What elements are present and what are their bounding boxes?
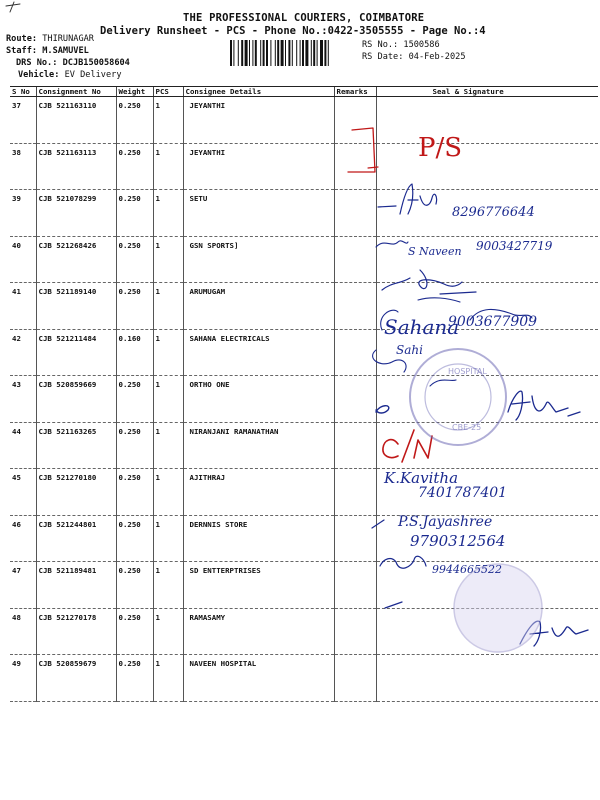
cell-consignee: NAVEEN HOSPITAL: [183, 655, 334, 702]
cell-sno: 44: [10, 422, 36, 469]
cell-remarks: [334, 376, 376, 423]
cell-consignee: GSN SPORTS]: [183, 236, 334, 283]
row40-name-text: S Naveen: [408, 245, 462, 258]
col-weight: Weight: [116, 87, 153, 97]
col-pcs: PCS: [153, 87, 183, 97]
cell-remarks: [334, 469, 376, 516]
cell-sno: 43: [10, 376, 36, 423]
cell-consignment: CJB 520859679: [36, 655, 116, 702]
staff-field: [6, 46, 89, 56]
cell-weight: 0.250: [116, 655, 153, 702]
barcode-image: [230, 40, 355, 66]
cell-pcs: 1: [153, 236, 183, 283]
runsheet-subtitle: Delivery Runsheet - PCS - Phone No.:0422-3505555 - Page No.:4: [100, 25, 486, 37]
barcode-bar: [238, 40, 239, 66]
cell-weight: 0.250: [116, 608, 153, 655]
rs-no-field: [362, 40, 440, 50]
rs-date-field: [362, 52, 466, 62]
row46-phone-text: 7401787401: [418, 485, 508, 501]
cell-consignment: CJB 521078299: [36, 190, 116, 237]
barcode-bar: [277, 40, 279, 66]
cell-signature: [376, 190, 598, 237]
cell-signature: [376, 562, 598, 609]
cell-consignment: CJB 521189140: [36, 283, 116, 330]
barcode-bar: [241, 40, 243, 66]
cell-consignment: CJB 521211484: [36, 329, 116, 376]
cell-signature: [376, 655, 598, 702]
table-row: [10, 515, 598, 562]
cell-pcs: 1: [153, 329, 183, 376]
cell-remarks: [334, 329, 376, 376]
table-row: [10, 236, 598, 283]
cell-pcs: 1: [153, 422, 183, 469]
cell-weight: 0.250: [116, 562, 153, 609]
cell-remarks: [334, 283, 376, 330]
vehicle-field: [18, 70, 122, 80]
barcode-bar: [233, 40, 234, 66]
cell-remarks: [334, 515, 376, 562]
cell-consignment: CJB 521270180: [36, 469, 116, 516]
cell-consignee: SAHANA ELECTRICALS: [183, 329, 334, 376]
cell-weight: 0.250: [116, 97, 153, 144]
barcode-bar: [255, 40, 257, 66]
rs-no-label: RS No.:: [362, 40, 399, 50]
barcode-bar: [249, 40, 250, 66]
cell-pcs: 1: [153, 376, 183, 423]
cell-consignee: DERNNIS STORE: [183, 515, 334, 562]
runsheet-table: [10, 86, 598, 702]
cell-weight: 0.250: [116, 143, 153, 190]
barcode-bar: [281, 40, 284, 66]
barcode-bar: [263, 40, 265, 66]
vehicle-label: Vehicle:: [18, 70, 60, 80]
cell-signature: [376, 283, 598, 330]
barcode-bar: [300, 40, 301, 66]
cell-sno: 45: [10, 469, 36, 516]
cell-remarks: [334, 422, 376, 469]
cell-signature: [376, 422, 598, 469]
table-row: [10, 469, 598, 516]
cell-weight: 0.250: [116, 283, 153, 330]
cell-sno: 39: [10, 190, 36, 237]
cell-pcs: 1: [153, 283, 183, 330]
cell-consignee: JEYANTHI: [183, 97, 334, 144]
barcode-bar: [311, 40, 312, 66]
cell-sno: 38: [10, 143, 36, 190]
cell-weight: 0.250: [116, 190, 153, 237]
barcode-bar: [285, 40, 286, 66]
cell-consignee: SD ENTTERPTRISES: [183, 562, 334, 609]
vehicle-value: EV Delivery: [64, 70, 122, 80]
cell-remarks: [334, 655, 376, 702]
cell-consignee: ORTHO ONE: [183, 376, 334, 423]
cell-consignment: CJB 521270178: [36, 608, 116, 655]
cell-consignment: CJB 521244801: [36, 515, 116, 562]
cell-sno: 47: [10, 562, 36, 609]
cell-sno: 40: [10, 236, 36, 283]
cell-weight: 0.250: [116, 515, 153, 562]
cell-weight: 0.250: [116, 236, 153, 283]
cell-sno: 49: [10, 655, 36, 702]
cell-weight: 0.250: [116, 469, 153, 516]
cell-consignment: CJB 521163113: [36, 143, 116, 190]
cell-remarks: [334, 190, 376, 237]
col-sno: S No: [10, 87, 36, 97]
cell-pcs: 1: [153, 655, 183, 702]
table-row: [10, 143, 598, 190]
cell-remarks: [334, 608, 376, 655]
barcode-bar: [320, 40, 323, 66]
cell-sno: 41: [10, 283, 36, 330]
barcode-bar: [324, 40, 326, 66]
cell-weight: 0.250: [116, 376, 153, 423]
barcode-bar: [302, 40, 304, 66]
table-header-row: [10, 87, 598, 97]
barcode-bar: [288, 40, 290, 66]
cell-signature: [376, 515, 598, 562]
cell-signature: [376, 608, 598, 655]
table-row: [10, 283, 598, 330]
table-row: [10, 97, 598, 144]
cell-consignment: CJB 521163110: [36, 97, 116, 144]
staff-value: M.SAMUVEL: [42, 46, 89, 56]
cell-pcs: 1: [153, 143, 183, 190]
cell-weight: 0.250: [116, 422, 153, 469]
barcode-bar: [313, 40, 315, 66]
barcode-bar: [317, 40, 318, 66]
company-title: THE PROFESSIONAL COURIERS, COIMBATORE: [183, 12, 425, 24]
cell-sno: 37: [10, 97, 36, 144]
cell-consignment: CJB 521163265: [36, 422, 116, 469]
cell-pcs: 1: [153, 97, 183, 144]
cell-signature: [376, 469, 598, 516]
cell-signature: [376, 143, 598, 190]
cell-sno: 48: [10, 608, 36, 655]
cell-pcs: 1: [153, 190, 183, 237]
cell-pcs: 1: [153, 562, 183, 609]
barcode-bar: [296, 40, 297, 66]
barcode-bar: [260, 40, 261, 66]
row47-name-text: P.S.Jayashree: [398, 514, 493, 530]
rs-date-label: RS Date:: [362, 52, 404, 62]
table-row: [10, 190, 598, 237]
barcode-bar: [270, 40, 271, 66]
route-value: THIRUNAGAR: [42, 34, 94, 44]
cell-pcs: 1: [153, 515, 183, 562]
barcode-bar: [292, 40, 293, 66]
cell-signature: [376, 97, 598, 144]
stamp-top-text: HOSPITAL: [448, 367, 487, 376]
row40-phone-text: 9003427719: [476, 239, 553, 253]
cell-consignment: CJB 521268426: [36, 236, 116, 283]
row38-remark-text: P/S: [418, 133, 463, 163]
cell-remarks: [334, 97, 376, 144]
cell-consignee: NIRANJANI RAMANATHAN: [183, 422, 334, 469]
stamp-bottom-text: CBE-25: [452, 423, 482, 432]
rs-date-value: 04-Feb-2025: [408, 52, 466, 62]
cell-consignee: ARUMUGAM: [183, 283, 334, 330]
table-row: [10, 422, 598, 469]
cell-remarks: [334, 562, 376, 609]
row39-phone-text: 8296776644: [452, 205, 535, 220]
cell-pcs: 1: [153, 469, 183, 516]
cell-consignee: JEYANTHI: [183, 143, 334, 190]
barcode-bar: [305, 40, 308, 66]
col-signature: Seal & Signature: [376, 87, 598, 97]
col-remarks: Remarks: [334, 87, 376, 97]
col-consignee: Consignee Details: [183, 87, 334, 97]
table-row: [10, 329, 598, 376]
cell-remarks: [334, 143, 376, 190]
scan-corner-mark: [6, 2, 20, 12]
cell-signature: [376, 329, 598, 376]
cell-signature: [376, 236, 598, 283]
barcode-bar: [230, 40, 232, 66]
row42-name-text: Sahana: [384, 315, 460, 339]
row42-phone-text: 9003677909: [448, 314, 538, 330]
staff-label: Staff:: [6, 46, 38, 56]
drs-value: DCJB150058604: [62, 58, 130, 68]
cell-weight: 0.160: [116, 329, 153, 376]
row48-phone-text: 9944665522: [432, 563, 502, 576]
col-consignment: Consignment No: [36, 87, 116, 97]
cell-remarks: [334, 236, 376, 283]
cell-consignee: SETU: [183, 190, 334, 237]
drs-field: [16, 58, 130, 68]
route-field: [6, 34, 94, 44]
cell-consignee: RAMASAMY: [183, 608, 334, 655]
barcode-bar: [275, 40, 276, 66]
table-row: [10, 562, 598, 609]
row46-name-text: K.Kavitha: [384, 469, 459, 487]
table-row: [10, 376, 598, 423]
drs-label: DRS No.:: [16, 58, 58, 68]
row47-phone-text: 9790312564: [410, 532, 506, 550]
cell-consignee: AJITHRAJ: [183, 469, 334, 516]
rs-no-value: 1500586: [403, 40, 440, 50]
cell-signature: [376, 376, 598, 423]
table-row: [10, 655, 598, 702]
barcode-bar: [328, 40, 329, 66]
cell-sno: 42: [10, 329, 36, 376]
cell-sno: 46: [10, 515, 36, 562]
row43-name-text: Sahi: [396, 343, 423, 357]
barcode-bar: [266, 40, 268, 66]
route-label: Route:: [6, 34, 38, 44]
cell-consignment: CJB 520859669: [36, 376, 116, 423]
cell-consignment: CJB 521189481: [36, 562, 116, 609]
barcode-bar: [245, 40, 248, 66]
cell-pcs: 1: [153, 608, 183, 655]
barcode-bar: [252, 40, 253, 66]
table-row: [10, 608, 598, 655]
